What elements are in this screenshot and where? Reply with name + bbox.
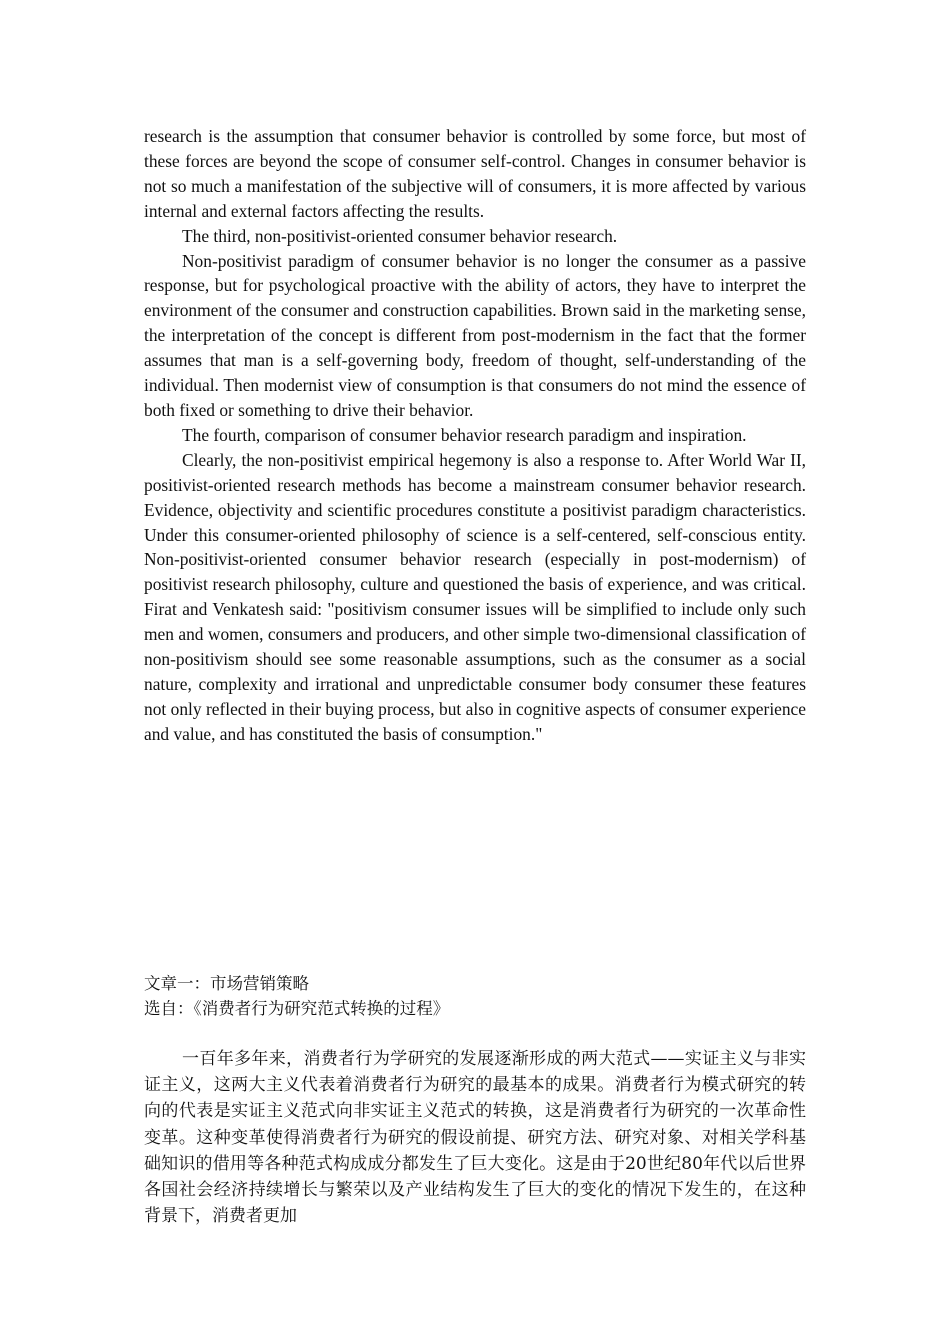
chinese-section — [144, 971, 806, 1229]
english-section — [144, 124, 806, 747]
source-label: 选自：《消费者行为研究范式转换的过程》 — [144, 999, 450, 1018]
english-paragraph-1: research is the assumption that consumer behavior is controlled by some force, but most of these forces are beyond the scope of consumer self-control. Changes in consumer behavior is not so much a manifestation of the subjective will of consumers, it is more affected by various internal and external factors affecting the results. — [144, 126, 806, 221]
english-paragraph-5: Clearly, the non-positivist empirical hegemony is also a response to. After World War II, positivist-oriented research methods has become a mainstream consumer behavior research. Evidence, objectivity and scientific procedures constitute a positivist paradigm characteristics. Under this consumer-oriented philosophy of science is a self-centered, self-conscious entity. Non-positivist-oriented consumer behavior research (especially in post-modernism) of positivist research philosophy, culture and questioned the basis of experience, and was critical. Firat and Venkatesh said: "positivism consumer issues will be simplified to include only such men and women, consumers and producers, and other simple two-dimensional classification of non-positivism should see some reasonable assumptions, such as the consumer as a social nature, complexity and irrational and unpredictable consumer body consumer these features not only reflected in their buying process, but also in cognitive aspects of consumer experience and value, and has constituted the basis of consumption." — [144, 449, 806, 744]
chinese-paragraph: 一百年多年来，消费者行为学研究的发展逐渐形成的两大范式——实证主义与非实证主义，这两大主义代表着消费者行为研究的最基本的成果。消费者行为模式研究的转向的代表是实证主义范式向非实证主义范式的转换，这是消费者行为研究的一次革命性变革。这种变革使得消费者行为研究的假设前提、研究方法、研究对象、对相关学科基础知识的借用等各种范式构成成分都发生了巨大变化。这是由于20世纪80年代以后世界各国社会经济持续增长与繁荣以及产业结构发生了巨大的变化的情况下发生的，在这种背景下，消费者更加 — [144, 1049, 806, 1227]
english-paragraph-2: The third, non-positivist-oriented consumer behavior research. — [182, 225, 618, 246]
article-label: 文章一：市场营销策略 — [144, 974, 309, 993]
english-paragraph-4: The fourth, comparison of consumer behavior research paradigm and inspiration. — [182, 424, 747, 445]
english-paragraph-3: Non-positivist paradigm of consumer behavior is no longer the consumer as a passive response, but for psychological proactive with the ability of actors, they have to interpret the environment of the consumer and construction capabilities. Brown said in the marketing sense, the interpretation of the concept is different from post-modernism in the fact that the former assumes that man is a self-governing body, freedom of thought, self-understanding of the individual. Then modernist view of consumption is that consumers do not mind the essence of both fixed or something to drive their behavior. — [144, 250, 806, 420]
blank-line — [144, 1021, 806, 1046]
